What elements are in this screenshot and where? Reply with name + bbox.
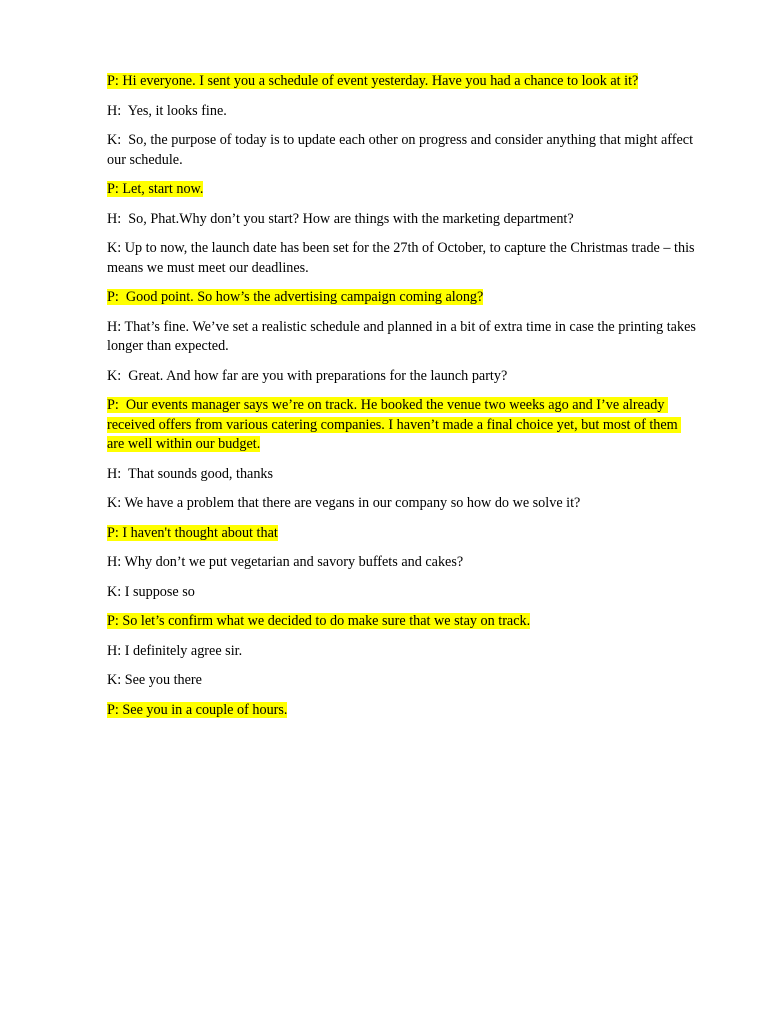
dialogue-line: [107, 494, 697, 514]
dialogue-text: K: We have a problem that there are vegans in our company so how do we solve it?: [107, 495, 581, 511]
dialogue-text: P: See you in a couple of hours.: [107, 701, 288, 718]
dialogue-line: [107, 210, 697, 230]
dialogue-line: [107, 180, 697, 200]
dialogue-text: K: So, the purpose of today is to update each other on progress and consider anything that might affect our schedule.: [107, 132, 697, 168]
dialogue-line: [107, 396, 697, 455]
document-body: [107, 72, 700, 730]
dialogue-line: [107, 102, 697, 122]
dialogue-line: [107, 642, 697, 662]
dialogue-line: [107, 239, 697, 278]
dialogue-line: [107, 288, 697, 308]
dialogue-text: P: So let’s confirm what we decided to do make sure that we stay on track.: [107, 613, 531, 629]
dialogue-text: K: Great. And how far are you with preparations for the launch party?: [107, 367, 508, 384]
dialogue-text: H: Yes, it looks fine.: [107, 102, 227, 119]
dialogue-line: [107, 131, 697, 170]
dialogue-line: [107, 524, 697, 544]
dialogue-text: K: See you there: [107, 672, 202, 688]
dialogue-line: [107, 671, 697, 691]
dialogue-text: H: I definitely agree sir.: [107, 642, 243, 659]
dialogue-text: H: So, Phat.Why don’t you start? How are things with the marketing department?: [107, 210, 574, 227]
dialogue-line: [107, 465, 697, 485]
dialogue-line: [107, 701, 697, 721]
dialogue-line: [107, 583, 697, 603]
dialogue-text: P: Our events manager says we’re on track. He booked the venue two weeks ago and I’ve already received offers from various catering companies. I haven’t made a final choice yet, but most of them are well within our budget.: [107, 397, 682, 452]
dialogue-line: [107, 553, 697, 573]
dialogue-text: H: Why don’t we put vegetarian and savory buffets and cakes?: [107, 554, 464, 570]
dialogue-line: [107, 612, 697, 632]
dialogue-line: [107, 318, 700, 357]
dialogue-text: K: I suppose so: [107, 583, 195, 600]
dialogue-text: H: That sounds good, thanks: [107, 465, 274, 482]
dialogue-line: [107, 367, 697, 387]
dialogue-text: P: Hi everyone. I sent you a schedule of event yesterday. Have you had a chance to look at it?: [107, 73, 639, 89]
dialogue-text: K: Up to now, the launch date has been set for the 27th of October, to capture the Christmas trade – this means we must meet our deadlines.: [107, 240, 699, 276]
dialogue-text: H: That’s fine. We’ve set a realistic schedule and planned in a bit of extra time in case the printing takes longer than expected.: [107, 318, 700, 354]
dialogue-text: P: Good point. So how’s the advertising campaign coming along?: [107, 289, 484, 305]
dialogue-text: P: I haven't thought about that: [107, 524, 278, 541]
dialogue-text: P: Let, start now.: [107, 181, 204, 197]
dialogue-line: [107, 72, 697, 92]
